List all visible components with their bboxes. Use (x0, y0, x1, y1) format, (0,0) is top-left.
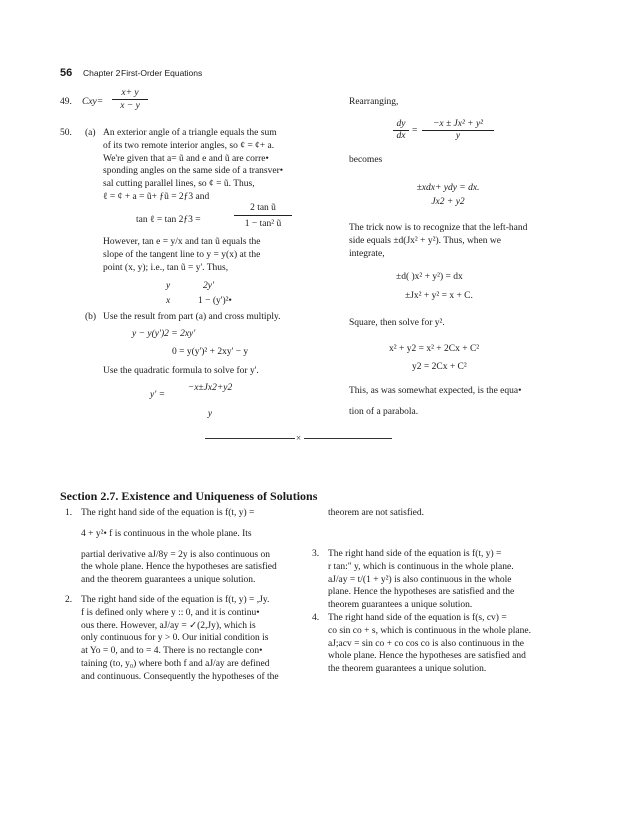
item-2-line-1: The right hand side of the equation is f(t, y) = ,Jy. (81, 595, 270, 605)
eq-r5: x² + y2 = x² + 2Cx + C² (389, 344, 480, 354)
equation-2-left: tan ℓ = tan 2ƒ3 = (136, 215, 201, 225)
problem-50-number: 50. (60, 128, 72, 138)
problem-49-number: 49. (60, 97, 72, 107)
eq-r1-lhs-numerator: dy (393, 119, 409, 131)
item-2-continuation: theorem are not satisfied. (328, 508, 425, 518)
equation-5: 0 = y(y')² + 2xy' − y (172, 347, 249, 357)
equation-3-numerator: 2y' (203, 281, 214, 291)
item-2-line-5: at Yo = 0, and to = 4. There is no rectangle con• (81, 646, 263, 657)
item-2-line-7: and continuous. Consequently the hypotheses of the (81, 671, 279, 682)
separator-line-right (304, 438, 392, 439)
item-2-number: 2. (65, 595, 73, 605)
page-number: 56 (60, 67, 73, 79)
equation-3-y: y (166, 281, 171, 291)
item-1-number: 1. (65, 508, 73, 518)
expected-paragraph (349, 385, 583, 419)
item-3-line-5: theorem guarantees a unique solution. (328, 600, 473, 611)
item-1-line-4: the whole plane. Hence the hypotheses are satisfied (81, 562, 277, 573)
item-3-line-2: r tan:" y, which is continuous in the whole plane. (328, 561, 514, 572)
part-b-line-2: Use the quadratic formula to solve for y'. (103, 366, 259, 376)
problem-49-numerator: x+ y (112, 88, 148, 100)
item-3-line-1: The right hand side of the equation is f(t, y) = (328, 549, 502, 559)
part-a-continuation (103, 236, 297, 274)
separator-mark: × (296, 433, 302, 443)
eq-r3: ±d( )x² + y²) = dx (396, 272, 463, 282)
part-a-line-5: sal cutting parallel lines, so ¢ = ũ. Thus, (103, 179, 255, 190)
part-a-line-1: An exterior angle of a triangle equals the sum (103, 128, 277, 138)
item-1-line-3: partial derivative aJ/8y = 2y is also continuous on (81, 549, 270, 560)
trick-line-3: integrate, (349, 248, 385, 259)
part-b-line-1: Use the result from part (a) and cross multiply. (103, 312, 281, 322)
eq-r1-numerator: −x ± Jx² + y² (422, 119, 494, 131)
trick-line-2: side equals ±d(Jx² + y²). Thus, when we (349, 235, 501, 246)
equation-2-numerator: 2 tan ũ (250, 203, 276, 213)
expected-line-2: tion of a parabola. (349, 406, 419, 417)
equation-6-denominator: y (207, 409, 213, 419)
equation-6-numerator: −x±Jx2+y2 (187, 383, 233, 393)
expected-line-1: This, as was somewhat expected, is the equa• (349, 386, 522, 396)
part-a-label: (a) (85, 128, 96, 138)
item-2-line-2: f is defined only where y :: 0, and it is continu• (81, 607, 260, 618)
item-1-line-2: 4 + y²• f is continuous in the whole plane. Its (81, 528, 252, 539)
part-a-line-7: slope of the tangent line to y = y(x) at the (103, 249, 261, 260)
equation-3-x: x (166, 296, 171, 306)
item-2-line-6: taining (to, y₀) where both f and aJ/ay are defined (81, 659, 270, 670)
part-a-line-6: However, tan e = y/x and tan ũ equals the (103, 237, 261, 247)
item-2-line-4: only continuous for y > 0. Our initial condition is (81, 633, 269, 644)
equation-2-bar (234, 215, 292, 216)
item-3-text (328, 548, 582, 612)
item-1-text (81, 507, 295, 587)
chapter-label: Chapter 2 (83, 68, 121, 78)
equation-6-lhs: y' = (150, 390, 166, 400)
item-4-line-1: The right hand side of the equation is f(s, cv) = (328, 613, 507, 623)
part-a-line-8: point (x, y); i.e., tan ũ = y'. Thus, (103, 262, 229, 273)
item-3-line-4: plane. Hence the hypotheses are satisfied and the (328, 587, 515, 598)
item-4-line-5: the theorem guarantees a unique solution. (328, 664, 487, 675)
item-1-line-5: and the theorem guarantees a unique solution. (81, 575, 256, 586)
equation-2-denominator: 1 − tan² ũ (244, 219, 282, 229)
item-3-line-3: aJ/ay = t/(1 + y²) is also continuous in the whole (328, 574, 512, 585)
problem-49-denominator: x − y (120, 101, 140, 111)
square-text: Square, then solve for y². (349, 318, 445, 328)
chapter-title: First-Order Equations (121, 68, 203, 78)
part-a-text (103, 127, 297, 191)
eq-r1-lhs-denominator: dx (396, 131, 406, 141)
eq-r2-numerator: ±xdx+ ydy = dx. (416, 183, 480, 193)
eq-r1-equals: = (412, 126, 418, 136)
eq-r6: y2 = 2Cx + C² (412, 362, 467, 372)
item-3-number: 3. (312, 549, 320, 559)
trick-line-1: The trick now is to recognize that the left-hand (349, 223, 528, 233)
problem-49-lhs: Cxy= (82, 97, 104, 107)
item-1-line-1: The right hand side of the equation is f(t, y) = (81, 508, 255, 518)
equation-3-denominator: 1 − (y')²• (198, 296, 232, 306)
separator-line-left (205, 438, 295, 439)
item-4-line-2: co sin co + s, which is continuous in the whole plane. (328, 625, 531, 636)
eq-r2-denominator: Jx2 + y2 (431, 197, 465, 207)
part-a-line-3: We're given that a= ũ and e and ũ are corre• (103, 153, 269, 164)
item-4-line-3: aJ;acv = sin co + co cos co is also continuous in the (328, 638, 524, 649)
item-4-line-4: whole plane. Hence the hypotheses are satisfied and (328, 651, 526, 662)
eq-r1-denominator: y (455, 131, 461, 141)
equation-1: ℓ = ¢ + a = ũ+ ƒũ = 2ƒ3 and (103, 192, 210, 202)
item-4-number: 4. (312, 613, 320, 623)
rearranging-text: Rearranging, (349, 97, 399, 107)
item-2-line-3: ous there. However, aJ/ay = ✓(2,Jy), which is (81, 620, 256, 631)
eq-r4: ±Jx² + y² = x + C. (405, 291, 473, 301)
item-4-text (328, 612, 582, 676)
becomes-text: becomes (349, 155, 383, 165)
part-b-label: (b) (85, 312, 97, 322)
part-a-line-4: sponding angles on the same side of a transver• (103, 166, 284, 177)
part-a-line-2: of its two remote interior angles, so ¢ = ¢+ a. (103, 140, 275, 151)
equation-4: y − y(y')2 = 2xy' (132, 329, 196, 339)
item-2-text (81, 594, 295, 684)
section-title: Section 2.7. Existence and Uniqueness of Solutions (60, 489, 318, 503)
trick-paragraph (349, 222, 583, 260)
